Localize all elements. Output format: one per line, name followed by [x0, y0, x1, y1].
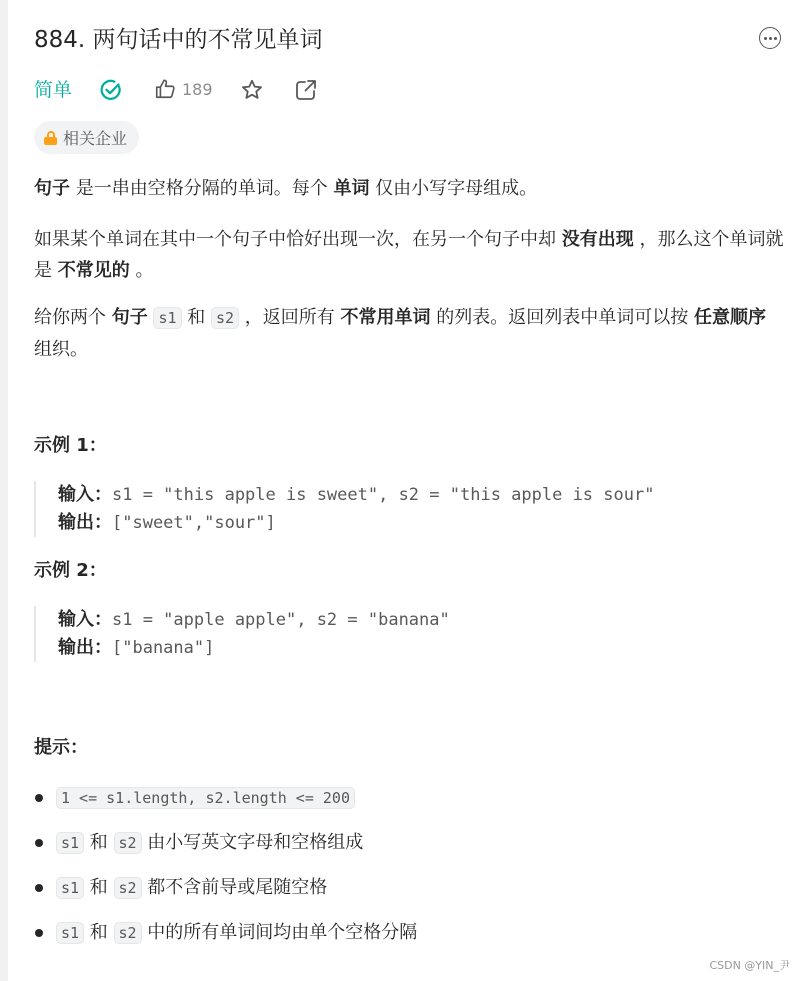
- text-run: 和: [181, 307, 211, 328]
- bold-term: 任意顺序: [693, 307, 766, 328]
- example-2-output: 输出：["banana"]: [58, 637, 215, 658]
- like-count: 189: [182, 80, 213, 99]
- text-run: ，那么这个单词就是: [34, 229, 784, 281]
- constraints-heading: 提示：: [34, 737, 88, 758]
- bold-term: 句子: [34, 178, 70, 199]
- example-1-output: 输出：["sweet","sour"]: [58, 512, 276, 533]
- text-run: 和: [84, 877, 114, 898]
- title-row: [34, 24, 784, 56]
- related-companies-label: 相关企业: [63, 129, 128, 148]
- constraint-item: [34, 781, 784, 826]
- bold-term: 不常用单词: [340, 307, 431, 328]
- text-run: 中的所有单词间均由单个空格分隔: [141, 922, 418, 943]
- inline-code: s2: [114, 922, 142, 944]
- share-icon[interactable]: [294, 78, 318, 102]
- text-run: ，返回所有: [239, 307, 341, 328]
- inline-code: s1: [56, 877, 84, 899]
- bold-term: 句子: [111, 307, 148, 328]
- text-run: 仅由小写字母组成。: [369, 178, 538, 199]
- bold-term: 没有出现: [561, 229, 634, 250]
- solved-check-icon: [99, 78, 123, 102]
- example-1-input: 输入：s1 = "this apple is sweet", s2 = "this apple is sour": [58, 484, 655, 505]
- problem-title[interactable]: 884. 两句话中的不常见单词: [34, 27, 323, 53]
- constraints-list: [34, 781, 784, 961]
- constraint-item: [34, 871, 784, 916]
- example-2-block: [34, 606, 784, 662]
- text-run: 的列表。返回列表中单词可以按: [430, 307, 694, 328]
- example-2-input: 输入：s1 = "apple apple", s2 = "banana": [58, 609, 450, 630]
- watermark: CSDN @YIN_尹: [709, 959, 790, 972]
- thumbs-up-icon[interactable]: [154, 78, 176, 100]
- text-run: 由小写英文字母和空格组成: [141, 832, 364, 853]
- bold-term: 单词: [333, 178, 370, 199]
- inline-code: s2: [211, 307, 239, 329]
- inline-code: s1: [153, 307, 181, 329]
- difficulty-badge: 简单: [34, 79, 73, 101]
- meta-row: [34, 76, 784, 104]
- description-paragraph-3: [34, 302, 784, 365]
- constraint-item: [34, 916, 784, 961]
- example-2-heading: 示例 2：: [34, 560, 107, 581]
- more-icon[interactable]: [759, 27, 781, 49]
- description-paragraph-1: [34, 173, 784, 204]
- left-panel-edge: [0, 0, 8, 981]
- inline-code: s1: [56, 832, 84, 854]
- text-run: 如果某个单词在其中一个句子中恰好出现一次，在另一个句子中却: [34, 229, 562, 250]
- example-1-block: [34, 481, 784, 537]
- text-run: 都不含前导或尾随空格: [141, 877, 328, 898]
- text-run: 是一串由空格分隔的单词。每个: [70, 178, 334, 199]
- inline-code: s2: [114, 832, 142, 854]
- constraint-item: [34, 826, 784, 871]
- related-companies-tag[interactable]: [34, 121, 139, 154]
- text-run: 和: [84, 832, 114, 853]
- star-icon[interactable]: [240, 78, 264, 102]
- inline-code: 1 <= s1.length, s2.length <= 200: [56, 787, 355, 809]
- text-run: 组织。: [34, 339, 88, 360]
- text-run: 给你两个: [34, 307, 112, 328]
- example-1-heading: 示例 1：: [34, 435, 107, 456]
- bold-term: 不常见的: [57, 260, 130, 281]
- description-paragraph-2: [34, 224, 784, 286]
- text-run: 。: [129, 260, 154, 281]
- inline-code: s1: [56, 922, 84, 944]
- inline-code: s2: [114, 877, 142, 899]
- text-run: 和: [84, 922, 114, 943]
- lock-icon: [44, 131, 57, 145]
